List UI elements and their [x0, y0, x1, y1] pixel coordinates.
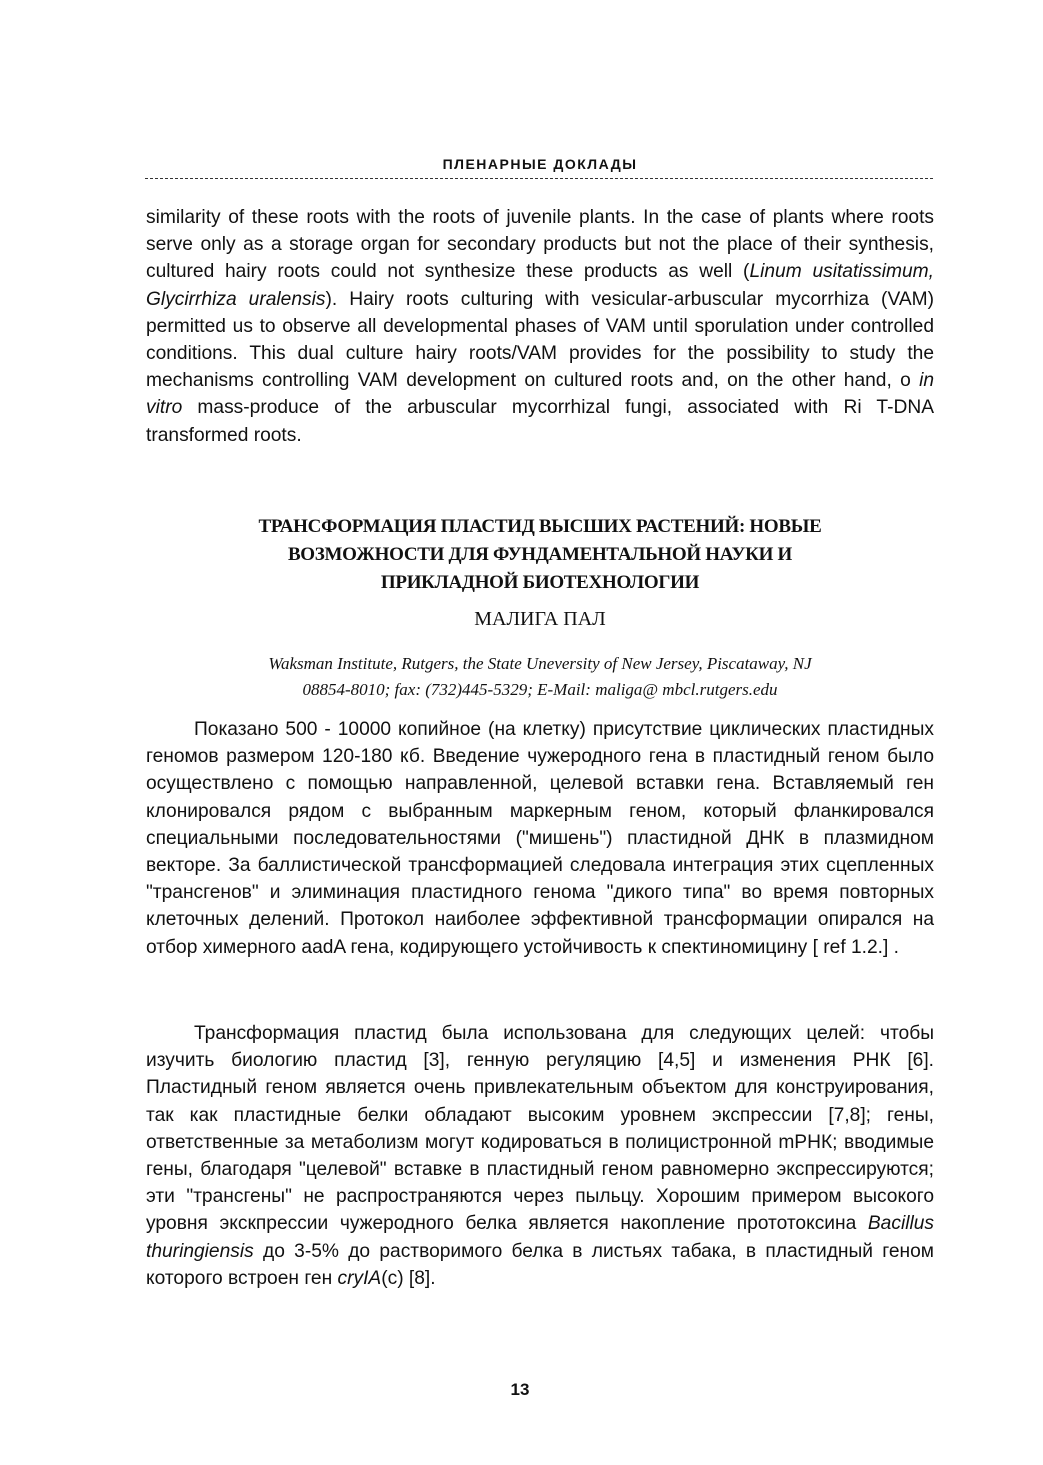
affiliation-line-1: Waksman Institute, Rutgers, the State Uneversity of New Jersey, Piscataway, NJ: [268, 654, 812, 673]
species-names: Linum usitatissimum, Glycirrhiza uralensis: [146, 261, 934, 310]
english-text-part-2: ). Hairy roots culturing with vesicular-arbuscular mycorrhiza (VAM) permitted us to observe all developmental phases of VAM until sporulation under controlled conditions. This dual culture hairy roots/VAM provides for the possibility to study the mechanisms controlling VAM development on cultured roots and, on the other hand, o: [146, 288, 934, 392]
header-divider: [145, 178, 933, 179]
russian-paragraph-1: Показано 500 - 10000 копийное (на клетку) присутствие циклических пластидных геномов размером 120-180 кб. Введение чужеродного гена в пластидный геном было осуществлено с помощью направленной, целевой вставки гена. Вставляемый ген клонировался рядом с выбранным маркерным геном, который фланкировался специальными последовательностями ("мишень") пластидной ДНК в плазмидном векторе. За баллистической трансформацией следовала интеграция этих сцепленных "трансгенов" и элиминация пластидного генома "дикого типа" во время повторных клеточных делений. Протокол наиболее эффективной трансформации опирался на отбор химерного aadA гена, кодирующего устойчивость к спектиномицину [ ref 1.2.] .: [146, 719, 934, 958]
paragraph-2-part-1: Трансформация пластид была использована для следующих целей: чтобы изучить биологию пластид [3], генную регуляцию [4,5] и изменения РНК [6]. Пластидный геном является очень привлекательным объектом для конструирования, так как пластидные белки обладают высоким уровнем экспрессии [7,8]; гены, ответственные за метаболизм могут кодироваться в полицистронной mРНК; вводимые гены, благодаря "целевой" вставке в пластидный геном равномерно экспрессируются; эти "трансгены" не распространяются через пыльцу. Хорошим примером высокого уровня экскпрессии чужеродного белка является накопление прототоксина: [146, 1023, 934, 1235]
in-vitro-term: in vitro: [146, 370, 934, 419]
title-line-3: ПРИКЛАДНОЙ БИОТЕХНОЛОГИИ: [380, 572, 700, 593]
title-line-1: ТРАНСФОРМАЦИЯ ПЛАСТИД ВЫСШИХ РАСТЕНИЙ: НОВЫЕ: [258, 516, 822, 537]
author-affiliation: [145, 651, 935, 703]
page-number: 13: [510, 1380, 530, 1399]
affiliation-line-2: 08854-8010; fax: (732)445-5329; E-Mail: maliga@ mbcl.rutgers.edu: [302, 680, 778, 699]
gene-name: cryIA: [337, 1267, 382, 1289]
english-paragraph: [146, 204, 934, 449]
article-title: [180, 513, 900, 597]
paragraph-2-part-3: (c) [8].: [381, 1267, 436, 1289]
article-author: МАЛИГА ПАЛ: [474, 608, 606, 630]
running-header: ПЛЕНАРНЫЕ ДОКЛАДЫ: [442, 156, 638, 172]
english-text-part-3: mass-produce of the arbuscular mycorrhizal fungi, associated with Ri T-DNA transformed roots.: [146, 397, 934, 446]
russian-paragraph-2: [146, 1020, 934, 1292]
bacillus-name: Bacillus thuringiensis: [146, 1213, 934, 1262]
paragraph-2-part-2: до 3-5% до растворимого белка в листьях табака, в пластидный геном которого встроен ген: [146, 1240, 934, 1289]
title-line-2: ВОЗМОЖНОСТИ ДЛЯ ФУНДАМЕНТАЛЬНОЙ НАУКИ И: [287, 544, 793, 565]
english-text-part-1: similarity of these roots with the roots of juvenile plants. In the case of plants where roots serve only as a storage organ for secondary products but not the place of their synthesis, cultured hairy roots could not synthesize these products as well (: [146, 207, 934, 283]
